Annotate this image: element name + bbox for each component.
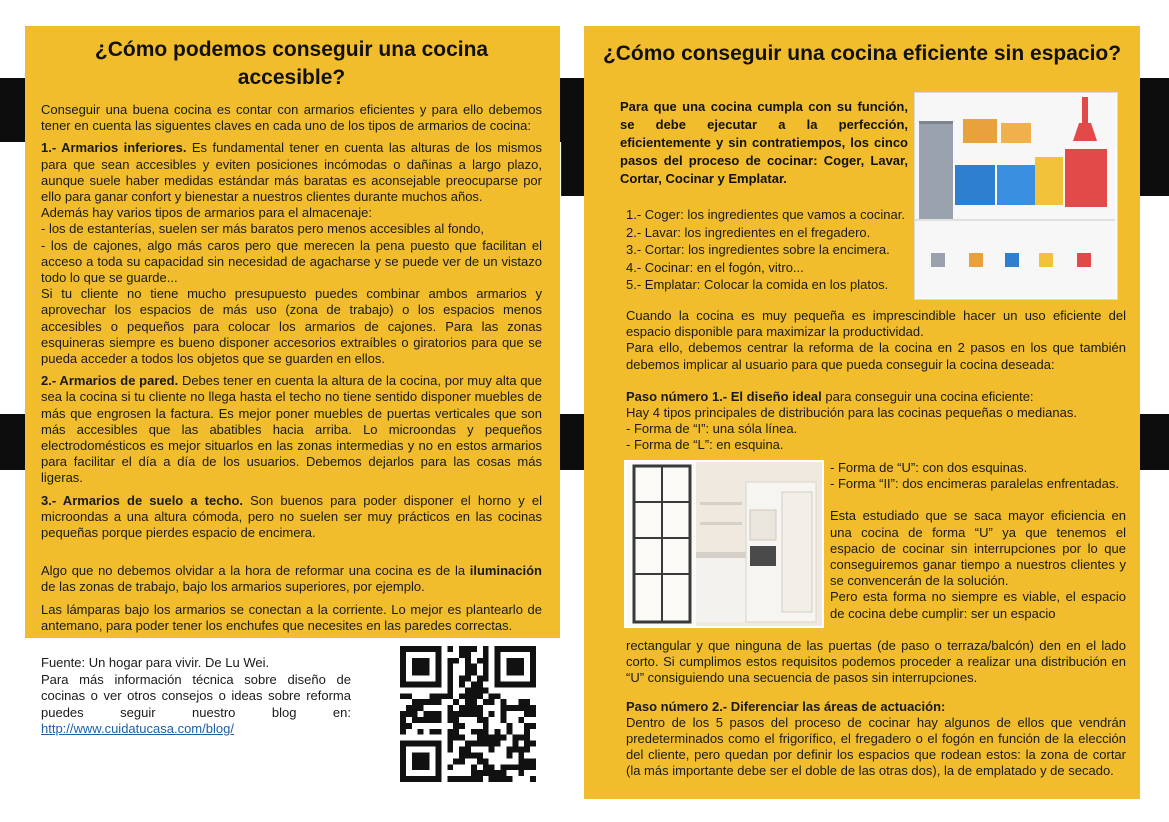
section-3-body: Son buenos para poder disponer el horno y el microondas a una altura cómoda, pero no suelen ser muy prácticos en las cocinas pequeñas porque pierdes espacio de encimera.: [41, 492, 542, 541]
section-1-heading: 1.- Armarios inferiores.: [41, 140, 187, 156]
step-1-heading: Paso número 1.- El diseño ideal: [626, 388, 822, 404]
section-tall-cabinets: [41, 493, 542, 542]
step-2-body: Dentro de los 5 pasos del proceso de cocinar hay algunos de ellos que vendrán predeterminados como el frigorífico, el fregadero o el fogón en función de la elección del cliente, pero quedan por definir los espacios que rodean estos: la zona de cortar (la más importante debe ser el doble de las otras dos), la de emplatado y de secado.: [626, 714, 1126, 779]
source-line: Fuente: Un hogar para vivir. De Lu Wei.: [41, 655, 270, 670]
form-ii: - Forma “II”: dos encimeras paralelas enfrentadas.: [830, 476, 1120, 492]
section-3-heading: 3.- Armarios de suelo a techo.: [41, 492, 244, 508]
section-1-body: Es fundamental tener en cuenta las alturas de los mismos para que sean accesibles y eviten posiciones incómodas o dañinas a largo plazo, aunque suele haber medidas estándar más baratas es aconsejable preocuparse por ello para ganar confort y bienestar a nuestros clientes durante muchos años.: [41, 140, 542, 205]
step-1-rest: para conseguir una cocina eficiente:: [825, 388, 1034, 404]
qr-code-icon: [392, 640, 544, 788]
left-title: ¿Cómo podemos conseguir una cocina accesible?: [94, 38, 489, 89]
list-item: 5.- Emplatar: Colocar la comida en los platos.: [626, 277, 889, 292]
left-body: [41, 102, 542, 634]
kitchen-diagram-image: [914, 92, 1118, 300]
right-panel: [584, 26, 1140, 799]
drawers-bullet: - los de cajones, algo más caros pero que merecen la pena puesto que facilitan el acceso a toda su capacidad sin necesidad de agacharse y se puede ver de un vistazo todo lo que se guarde...: [41, 237, 542, 286]
left-panel: [25, 26, 560, 638]
left-intro: Conseguir una buena cocina es contar con armarios eficientes y para ello debemos tener en cuenta las siguentes claves en cada uno de los tipos de armarios de cocina:: [41, 102, 542, 134]
lighting-paragraph: [41, 563, 542, 595]
study-paragraph: Esta estudiado que se saca mayor eficiencia en una cocina de forma “U” ya que tenemos el espacio de cocinar sin interrupciones por lo que conseguiremos ganar tiempo a nuestros clientes y se convencerán de la solución.: [830, 508, 1126, 589]
budget-paragraph: Si tu cliente no tiene mucho presupuesto puedes combinar ambos armarios y aprovechar los espacios de más uso (zona de trabajo) o los espacios menos accesibles o pequeños para colocar los armarios de cajones. Para las zonas esquineras siempre es bueno disponer accesorios extraíbles o giratorios para que se pueda acceder a todos los objetos que se guarden en ellos.: [41, 286, 542, 367]
section-wall-cabinets: [41, 373, 542, 486]
section-2-body: Debes tener en cuenta la altura de la cocina, por muy alta que sea la cocina si tu cliente no llega hasta el techo no tiene sentido disponer muebles de más que engrosen la factura. Es mejor poner muebles de puertas verticales que son más accesibles que las abatibles hacia arriba. Lo microondas y pequeños electrodomésticos es mejor situarlos en las zonas intermedias y no en estos armarios para facilitar el día a día de los usuarios. Debemos dejarlos para las cosas más ligeras.: [41, 373, 542, 486]
step-2-heading: Paso número 2.- Diferenciar las áreas de actuación:: [626, 698, 946, 714]
right-title: ¿Cómo conseguir una cocina eficiente sin espacio?: [602, 42, 1122, 65]
types-intro: Hay 4 tipos principales de distribución para las cocinas pequeñas o medianas.: [626, 405, 1077, 421]
right-intro: Para que una cocina cumpla con su función, se debe ejecutar a la perfección, eficientemente y sin contratiempos, los cinco pasos del proceso de cocinar: Coger, Lavar, Cortar, Cocinar y Emplatar.: [620, 99, 908, 186]
list-item: 1.- Coger: los ingredientes que vamos a cocinar.: [626, 207, 905, 222]
section-lower-cabinets: [41, 140, 542, 205]
step-1-line: [626, 389, 1126, 405]
form-l: - Forma de “L”: en esquina.: [626, 437, 784, 453]
small-kitchen-p1: Cuando la cocina es muy pequeña es imprescindible hacer un uso eficiente del espacio disponible para maximizar la productividad.: [626, 308, 1126, 340]
blog-text: Para más información técnica sobre diseño de cocinas o ver otros consejos o ideas sobre reforma puedes seguir nuestro blog en:: [41, 671, 351, 720]
form-i: - Forma de “I”: una sóla línea.: [626, 421, 798, 437]
u-shape-continuation: [626, 638, 1126, 780]
kitchen-photo-image: [624, 460, 824, 628]
lighting-pre: Algo que no debemos olvidar a la hora de reformar una cocina es de la: [41, 563, 466, 579]
lamps-paragraph: Las lámparas bajo los armarios se conectan a la corriente. Lo mejor es plantearlo de antemano, para poder tener los enchufes que necesites en las paredes correctas.: [41, 601, 542, 633]
but-continuation: rectangular y que ninguna de las puertas (de paso o terraza/balcón) den en el lado corto. Si cumplimos estos requisitos podemos proceder a realizar una distribución en “U” consiguiendo una secuencia de pasos sin interrupciones.: [626, 638, 1126, 686]
lighting-word: iluminación: [469, 563, 542, 579]
form-u: - Forma de “U”: con dos esquinas.: [830, 460, 1028, 475]
cooking-steps-list: [626, 206, 926, 294]
list-item: 2.- Lavar: los ingredientes en el fregadero.: [626, 224, 871, 240]
shelves-bullet: - los de estanterías, suelen ser más baratos pero menos accesibles al fondo,: [41, 221, 484, 237]
lighting-post: de las zonas de trabajo, bajo los armarios superiores, por ejemplo.: [41, 579, 425, 595]
list-item: 4.- Cocinar: en el fogón, vitro...: [626, 259, 804, 275]
storage-types: Además hay varios tipos de armarios para el almacenaje:: [41, 205, 372, 221]
source-block: [41, 655, 351, 738]
small-kitchen-text: [626, 308, 1126, 454]
small-kitchen-p2: Para ello, debemos centrar la reforma de la cocina en 2 pasos en los que también debemos implicar al usuario para que pueda conseguir la cocina deseada:: [626, 340, 1126, 372]
blog-link[interactable]: http://www.cuidatucasa.com/blog/: [41, 721, 234, 736]
list-item: 3.- Cortar: los ingredientes sobre la encimera.: [626, 242, 890, 257]
u-shape-text: [830, 460, 1126, 622]
section-2-heading: 2.- Armarios de pared.: [41, 373, 179, 389]
but-paragraph: Pero esta forma no siempre es viable, el espacio de cocina debe cumplir: ser un espacio: [830, 589, 1126, 621]
